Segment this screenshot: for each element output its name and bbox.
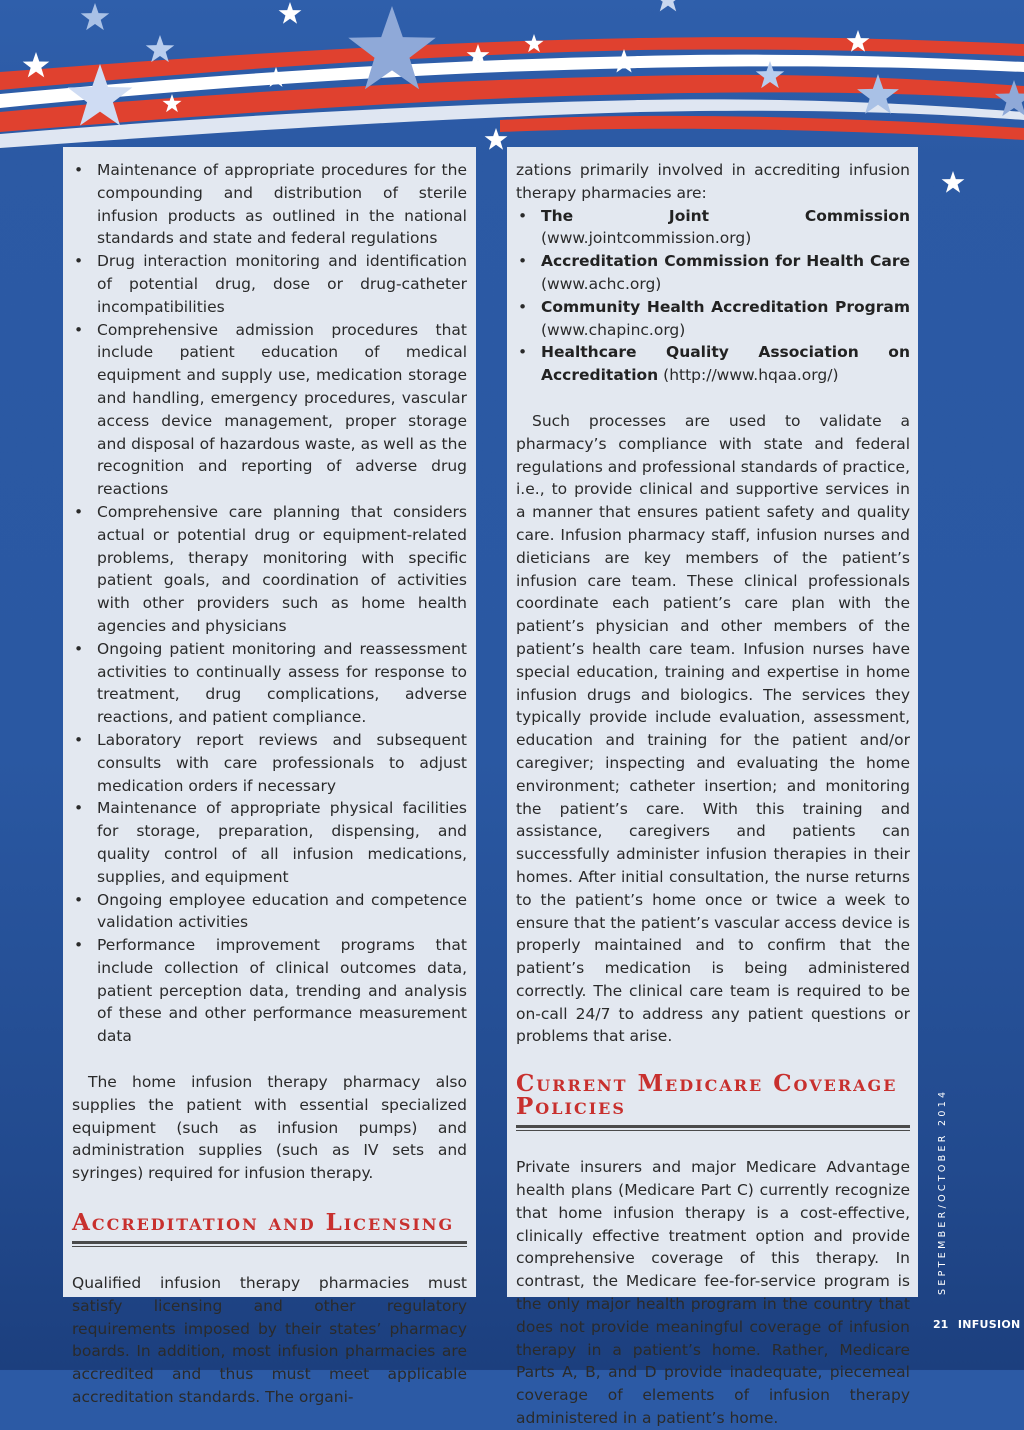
list-item: • Ongoing patient monitoring and reassessment activities to continually assess for response to treatment, drug complications, adverse reactions, and patient compliance.: [72, 638, 467, 729]
list-item: [516, 296, 910, 342]
medicare-heading: Current Medicare Coverage Policies: [516, 1070, 898, 1121]
left-column: [63, 147, 476, 1407]
accreditors-list: [516, 205, 910, 387]
accreditor-url: (www.jointcommission.org): [541, 229, 752, 248]
accreditation-heading: Accreditation and Licensing: [72, 1209, 455, 1237]
equipment-paragraph: The home infusion therapy pharmacy also supplies the patient with essential specialized equipment (such as infusion pumps) and administration supplies (such as IV sets and syringes) required for infusion therapy.: [72, 1073, 467, 1183]
accreditor-name: Community Health Accreditation Program: [541, 297, 910, 316]
responsibilities-list: [72, 159, 467, 1048]
accreditor-name: Healthcare Quality Association on Accreditation: [541, 343, 910, 385]
list-item: [516, 205, 910, 251]
right-column: [507, 147, 918, 1428]
list-item: • Performance improvement programs that include collection of clinical outcomes data, patient perception data, trending and analysis of these and other performance measurement data: [72, 934, 467, 1048]
star-icon: [938, 168, 968, 198]
stars-and-stripes-banner: [0, 0, 1024, 160]
list-item: • Maintenance of appropriate physical facilities for storage, preparation, dispensing, and quality control of all infusion medications, supplies, and equipment: [72, 797, 467, 888]
list-item: • Comprehensive admission procedures that include patient education of medical equipment and supply use, medication storage and handling, emergency procedures, vascular access device management, proper storage and disposal of hazardous waste, as well as the recognition and reporting of adverse drug reactions: [72, 319, 467, 501]
accreditor-url: (www.chapinc.org): [541, 320, 686, 339]
processes-paragraph: Such processes are used to validate a pharmacy’s compliance with state and federal regulations and professional standards of practice, i.e., to provide clinical and supportive services in a manner that ensures patient safety and quality care. Infusion pharmacy staff, infusion nurses and dieticians are key members of the patient’s infusion care team. These clinical professionals coordinate each patient’s care plan with the patient’s physician and other members of the patient’s health care team. Infusion nurses have special education, training and expertise in home infusion drugs and biologics. The services they typically provide include evaluation, assessment, education and training for the patient and/or caregiver; inspecting and evaluating the home environment; catheter insertion; and monitoring the patient’s care. With this training and assistance, caregivers and patients can successfully administer infusion therapies in their homes. After initial consultation, the nurse returns to the patient’s home once or twice a week to ensure that the patient’s vascular access device is properly maintained and to confirm that the patient’s medication is being administered correctly. The clinical care team is required to be on-call 24/7 to address any patient questions or problems that arise.: [516, 411, 910, 1046]
magazine-logo: INFUSION: [957, 1318, 1021, 1331]
page-number: 21: [933, 1318, 949, 1331]
list-item: • Maintenance of appropriate procedures for the compounding and distribution of sterile infusion products as outlined in the national standards and state and federal regulations: [72, 159, 467, 250]
accreditor-url: (http://www.hqaa.org/): [663, 366, 839, 385]
list-item: [516, 250, 910, 296]
continued-paragraph: zations primarily involved in accrediting infusion therapy pharmacies are:: [516, 161, 910, 202]
accreditor-url: (www.achc.org): [541, 274, 662, 293]
accreditor-name: Accreditation Commission for Health Care: [541, 252, 910, 271]
list-item: • Laboratory report reviews and subsequent consults with care professionals to adjust medication orders if necessary: [72, 729, 467, 797]
list-item: • Comprehensive care planning that considers actual or potential drug or equipment-related problems, therapy monitoring with specific patient goals, and coordination of activities with other providers such as home health agencies and physicians: [72, 501, 467, 638]
accreditation-paragraph: Qualified infusion therapy pharmacies must satisfy licensing and other regulatory requirements imposed by their states’ pharmacy boards. In addition, most infusion pharmacies are accredited and thus must meet applicable accreditation standards. The organi-: [72, 1274, 467, 1407]
page-footer: [933, 1318, 1021, 1331]
list-item: • Drug interaction monitoring and identification of potential drug, dose or drug-catheter incompatibilities: [72, 250, 467, 318]
medicare-paragraph: Private insurers and major Medicare Advantage health plans (Medicare Part C) currently recognize that home infusion therapy is a cost-effective, clinically effective treatment option and provide comprehensive coverage of this therapy. In contrast, the Medicare fee-for-service program is the only major health program in the country that does not provide meaningful coverage of infusion therapy in a patient’s home. Rather, Medicare Parts A, B, and D provide inadequate, piecemeal coverage of elements of infusion therapy administered in a patient’s home.: [516, 1158, 910, 1428]
accreditor-name: The Joint Commission: [541, 206, 910, 225]
list-item: • Ongoing employee education and competence validation activities: [72, 889, 467, 935]
list-item: [516, 341, 910, 387]
issue-date: SEPTEMBER/OCTOBER 2014: [937, 1088, 948, 1295]
